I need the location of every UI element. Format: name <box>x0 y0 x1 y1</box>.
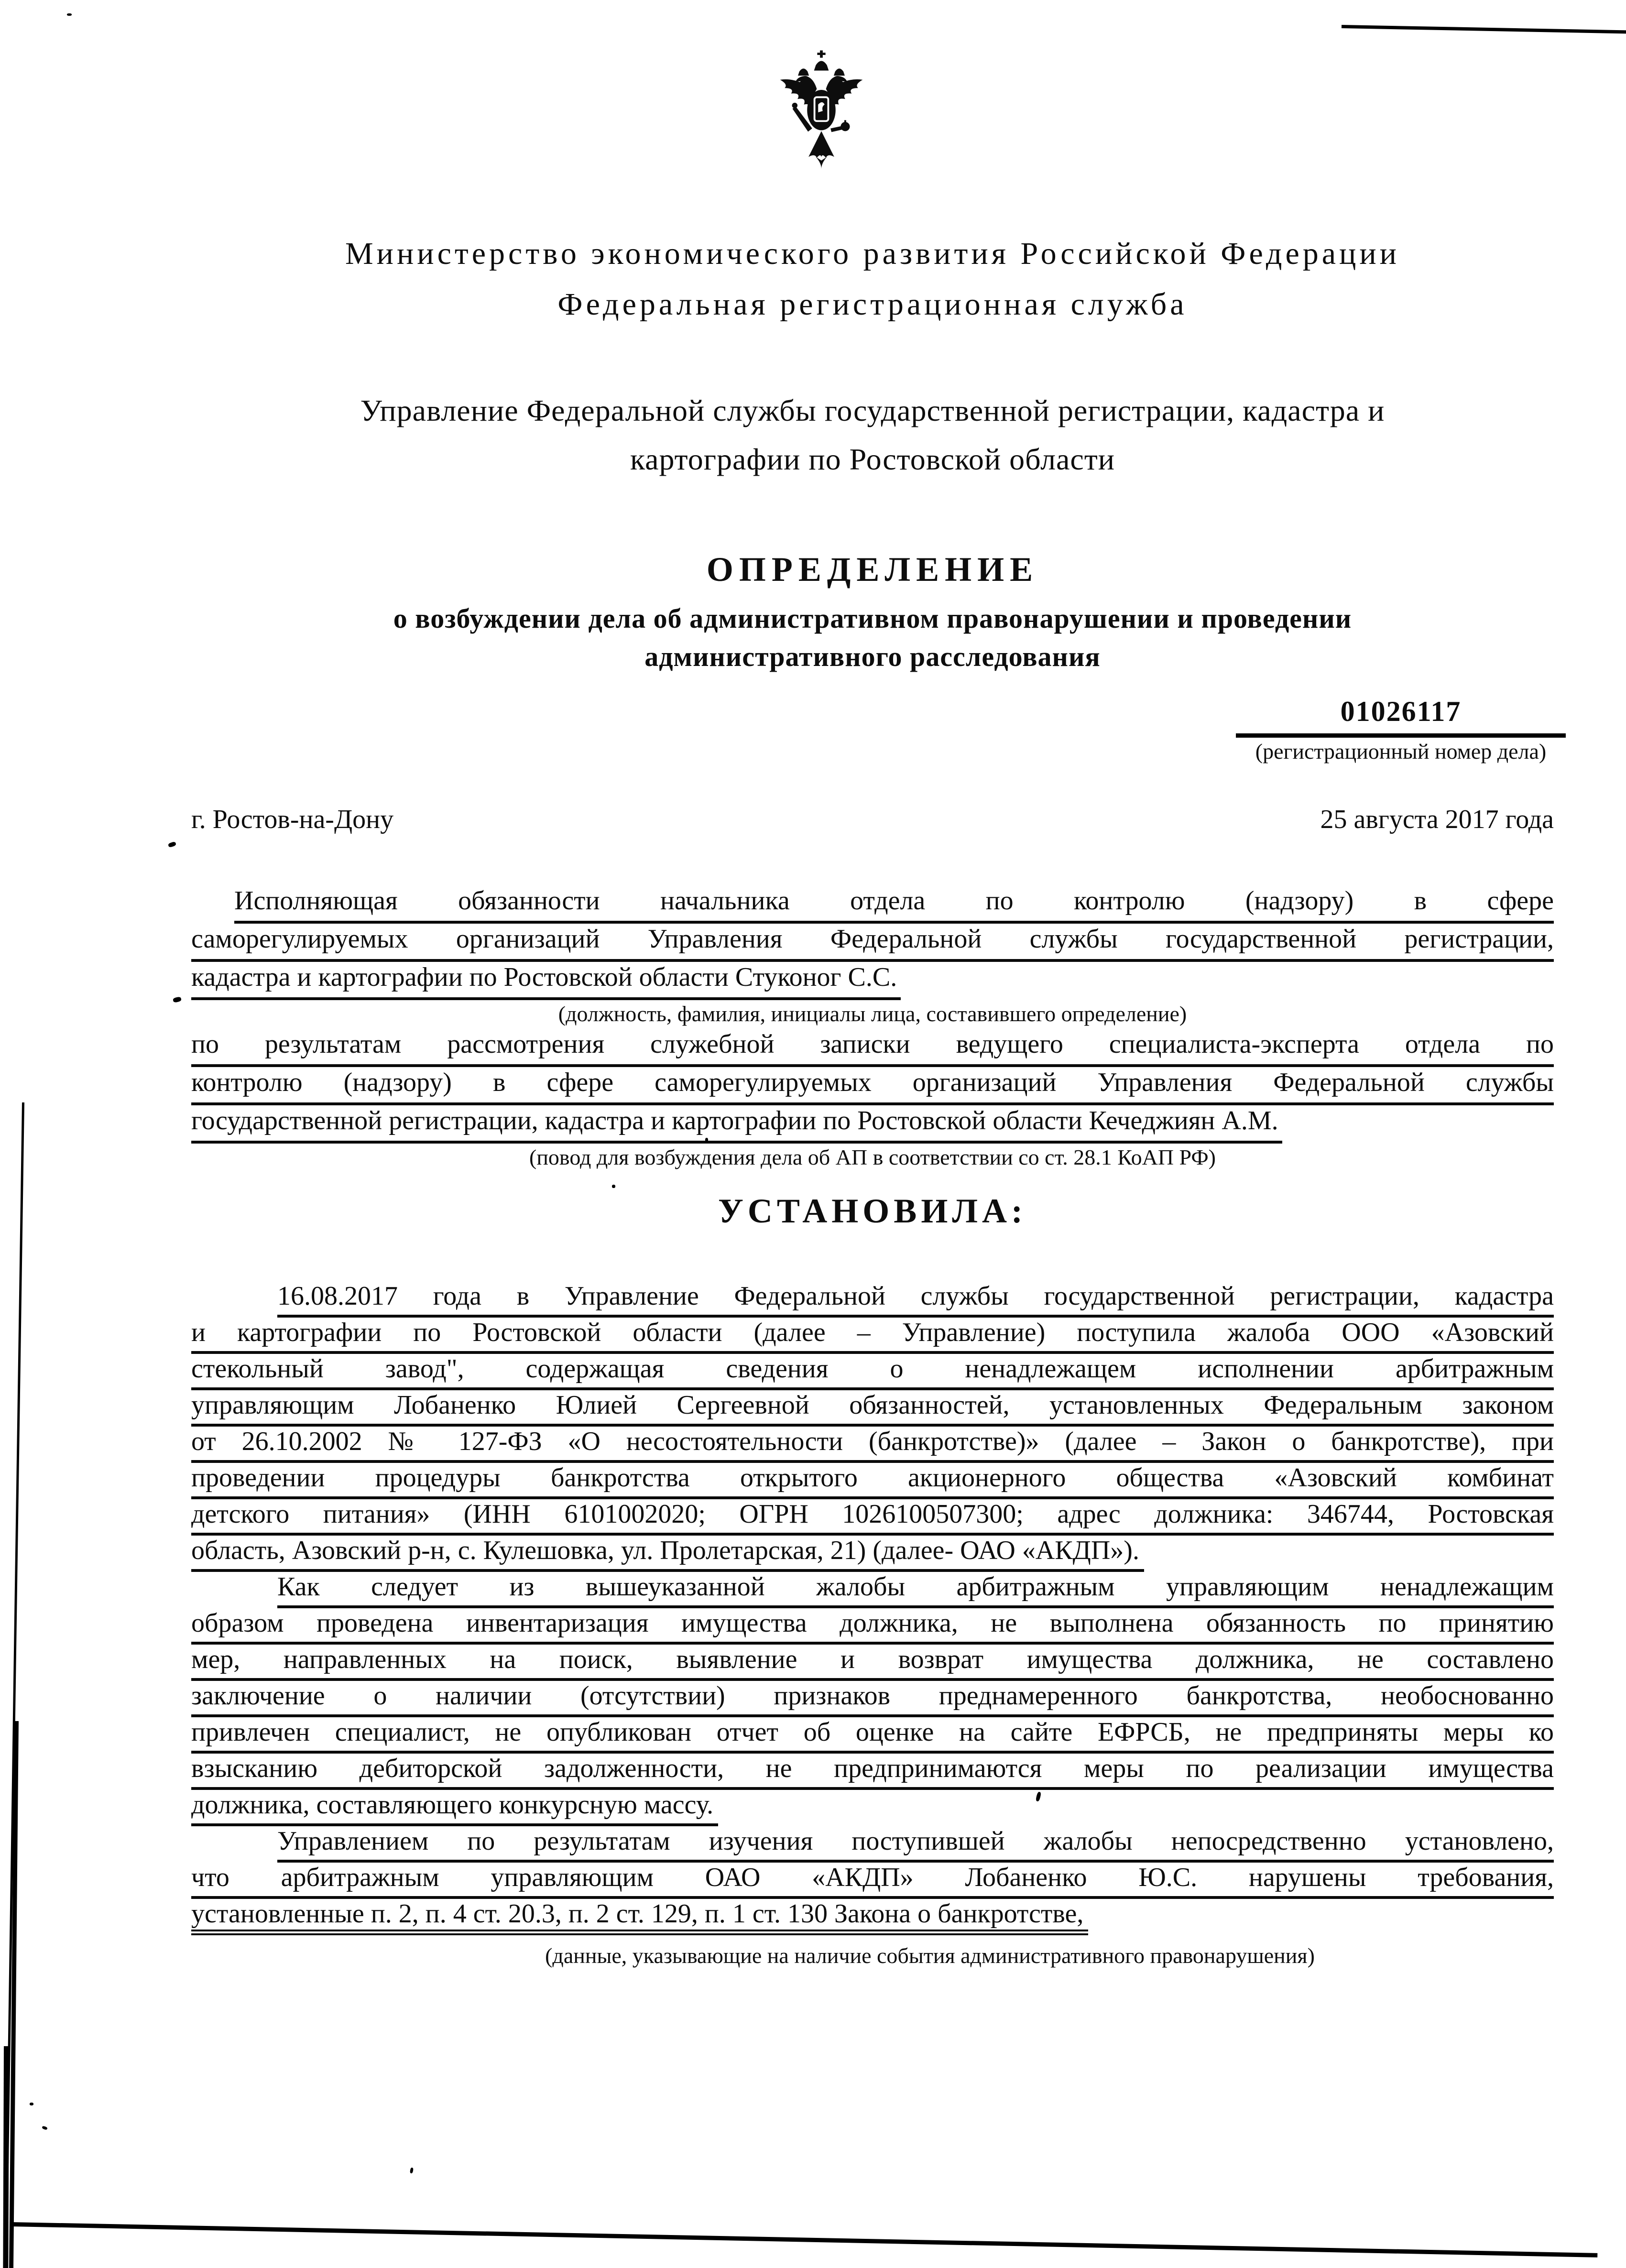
basis-line: контролю (надзору) в сфере саморегулируемых организаций Управления Федеральной службы <box>191 1067 1554 1105</box>
ministry-name: Министерство экономического развития Российской Федерации <box>345 236 1400 271</box>
body-paragraph-2 <box>191 1572 1554 1826</box>
body-paragraph-3 <box>191 1826 1554 1935</box>
scan-speck <box>705 1138 708 1143</box>
basis-line: по результатам рассмотрения служебной записки ведущего специалиста-эксперта отдела по <box>191 1029 1554 1067</box>
body-line: проведении процедуры банкротства открытого акционерного общества «Азовский комбинат <box>191 1463 1554 1499</box>
body-line: от 26.10.2002 № 127-ФЗ «О несостоятельности (банкротстве)» (далее – Закон о банкротстве), при <box>191 1427 1554 1463</box>
body-field-caption: (данные, указывающие на наличие события административного правонарушения) <box>545 1943 1315 1968</box>
case-number-caption: (регистрационный номер дела) <box>1255 739 1547 763</box>
body-line: Как следует из вышеуказанной жалобы арбитражным управляющим ненадлежащим <box>277 1572 1554 1608</box>
scan-speck <box>30 2103 33 2105</box>
scan-speck <box>168 841 176 848</box>
body-line: образом проведена инвентаризация имущества должника, не выполнена обязанность по принятию <box>191 1608 1554 1645</box>
body-line: мер, направленных на поиск, выявление и возврат имущества должника, не составлено <box>191 1645 1554 1681</box>
scan-speck <box>173 996 182 1003</box>
scan-speck <box>612 1185 615 1188</box>
page-title: ОПРЕДЕЛЕНИЕ <box>706 550 1039 589</box>
subtitle-line2: административного расследования <box>644 641 1101 672</box>
body-line: управляющим Лобаненко Юлией Сергеевной обязанностей, установленных Федеральным законом <box>191 1390 1554 1427</box>
basis-line: государственной регистрации, кадастра и картографии по Ростовской области Кечеджиян А.М. <box>191 1105 1282 1144</box>
scan-speck <box>42 2126 47 2130</box>
document-content <box>191 0 1554 2268</box>
service-name: Федеральная регистрационная служба <box>557 287 1188 322</box>
subtitle-line1: о возбуждении дела об административном правонарушении и проведении <box>393 603 1352 634</box>
officer-line: кадастра и картографии по Ростовской области Стуконог С.С. <box>191 962 901 1000</box>
document-subtitle <box>191 600 1554 676</box>
department-header <box>191 386 1554 484</box>
case-initiation-section <box>191 885 1554 1172</box>
ministry-header <box>191 229 1554 330</box>
department-name-line2: картографии по Ростовской области <box>630 442 1115 476</box>
body-line: что арбитражным управляющим ОАО «АКДП» Лобаненко Ю.С. нарушены требования, <box>191 1863 1554 1899</box>
body-line: 16.08.2017 года в Управление Федеральной службы государственной регистрации, кадастра <box>277 1281 1554 1318</box>
officer-field-caption: (должность, фамилия, инициалы лица, составившего определение) <box>558 1002 1187 1026</box>
body-paragraph-1 <box>191 1281 1554 1572</box>
body-line: и картографии по Ростовской области (далее – Управление) поступила жалоба ООО «Азовский <box>191 1318 1554 1354</box>
scan-speck <box>67 13 72 16</box>
body-line: должника, составляющего конкурсную массу. <box>191 1790 718 1826</box>
case-number: 01026117 <box>1236 693 1566 738</box>
body-line: взысканию дебиторской задолженности, не предпринимаются меры по реализации имущества <box>191 1754 1554 1790</box>
body-line: привлечен специалист, не опубликован отчет об оценке на сайте ЕФРСБ, не предприняты меры ко <box>191 1717 1554 1754</box>
place-date-row <box>191 804 1554 835</box>
body-line: установленные п. 2, п. 4 ст. 20.3, п. 2 ст. 129, п. 1 ст. 130 Закона о банкротстве, <box>191 1899 1088 1935</box>
body-line: детского питания» (ИНН 6101002020; ОГРН 1026100507300; адрес должника: 346744, Ростовская <box>191 1499 1554 1536</box>
scan-artifact-line <box>3 2046 9 2268</box>
department-name-line1: Управление Федеральной службы государственной регистрации, кадастра и <box>360 393 1385 427</box>
body-line: Управлением по результатам изучения поступившей жалобы непосредственно установлено, <box>277 1826 1554 1863</box>
body-line: стекольный завод", содержащая сведения о ненадлежащем исполнении арбитражным <box>191 1354 1554 1390</box>
body-line: область, Азовский р-н, с. Кулешовка, ул. Пролетарская, 21) (далее- ОАО «АКДП»). <box>191 1536 1144 1572</box>
date-label: 25 августа 2017 года <box>1320 805 1554 834</box>
established-heading: УСТАНОВИЛА: <box>718 1192 1027 1230</box>
officer-line: Исполняющая обязанности начальника отдела по контролю (надзору) в сфере <box>234 885 1554 924</box>
officer-line: саморегулируемых организаций Управления Федеральной службы государственной регистрации, <box>191 924 1554 962</box>
place-label: г. Ростов-на-Дону <box>191 805 394 834</box>
basis-field-caption: (повод для возбуждения дела об АП в соответствии со ст. 28.1 КоАП РФ) <box>529 1145 1216 1169</box>
body-line: заключение о наличии (отсутствии) признаков преднамеренного банкротства, необоснованно <box>191 1681 1554 1717</box>
case-number-block <box>1236 693 1566 763</box>
